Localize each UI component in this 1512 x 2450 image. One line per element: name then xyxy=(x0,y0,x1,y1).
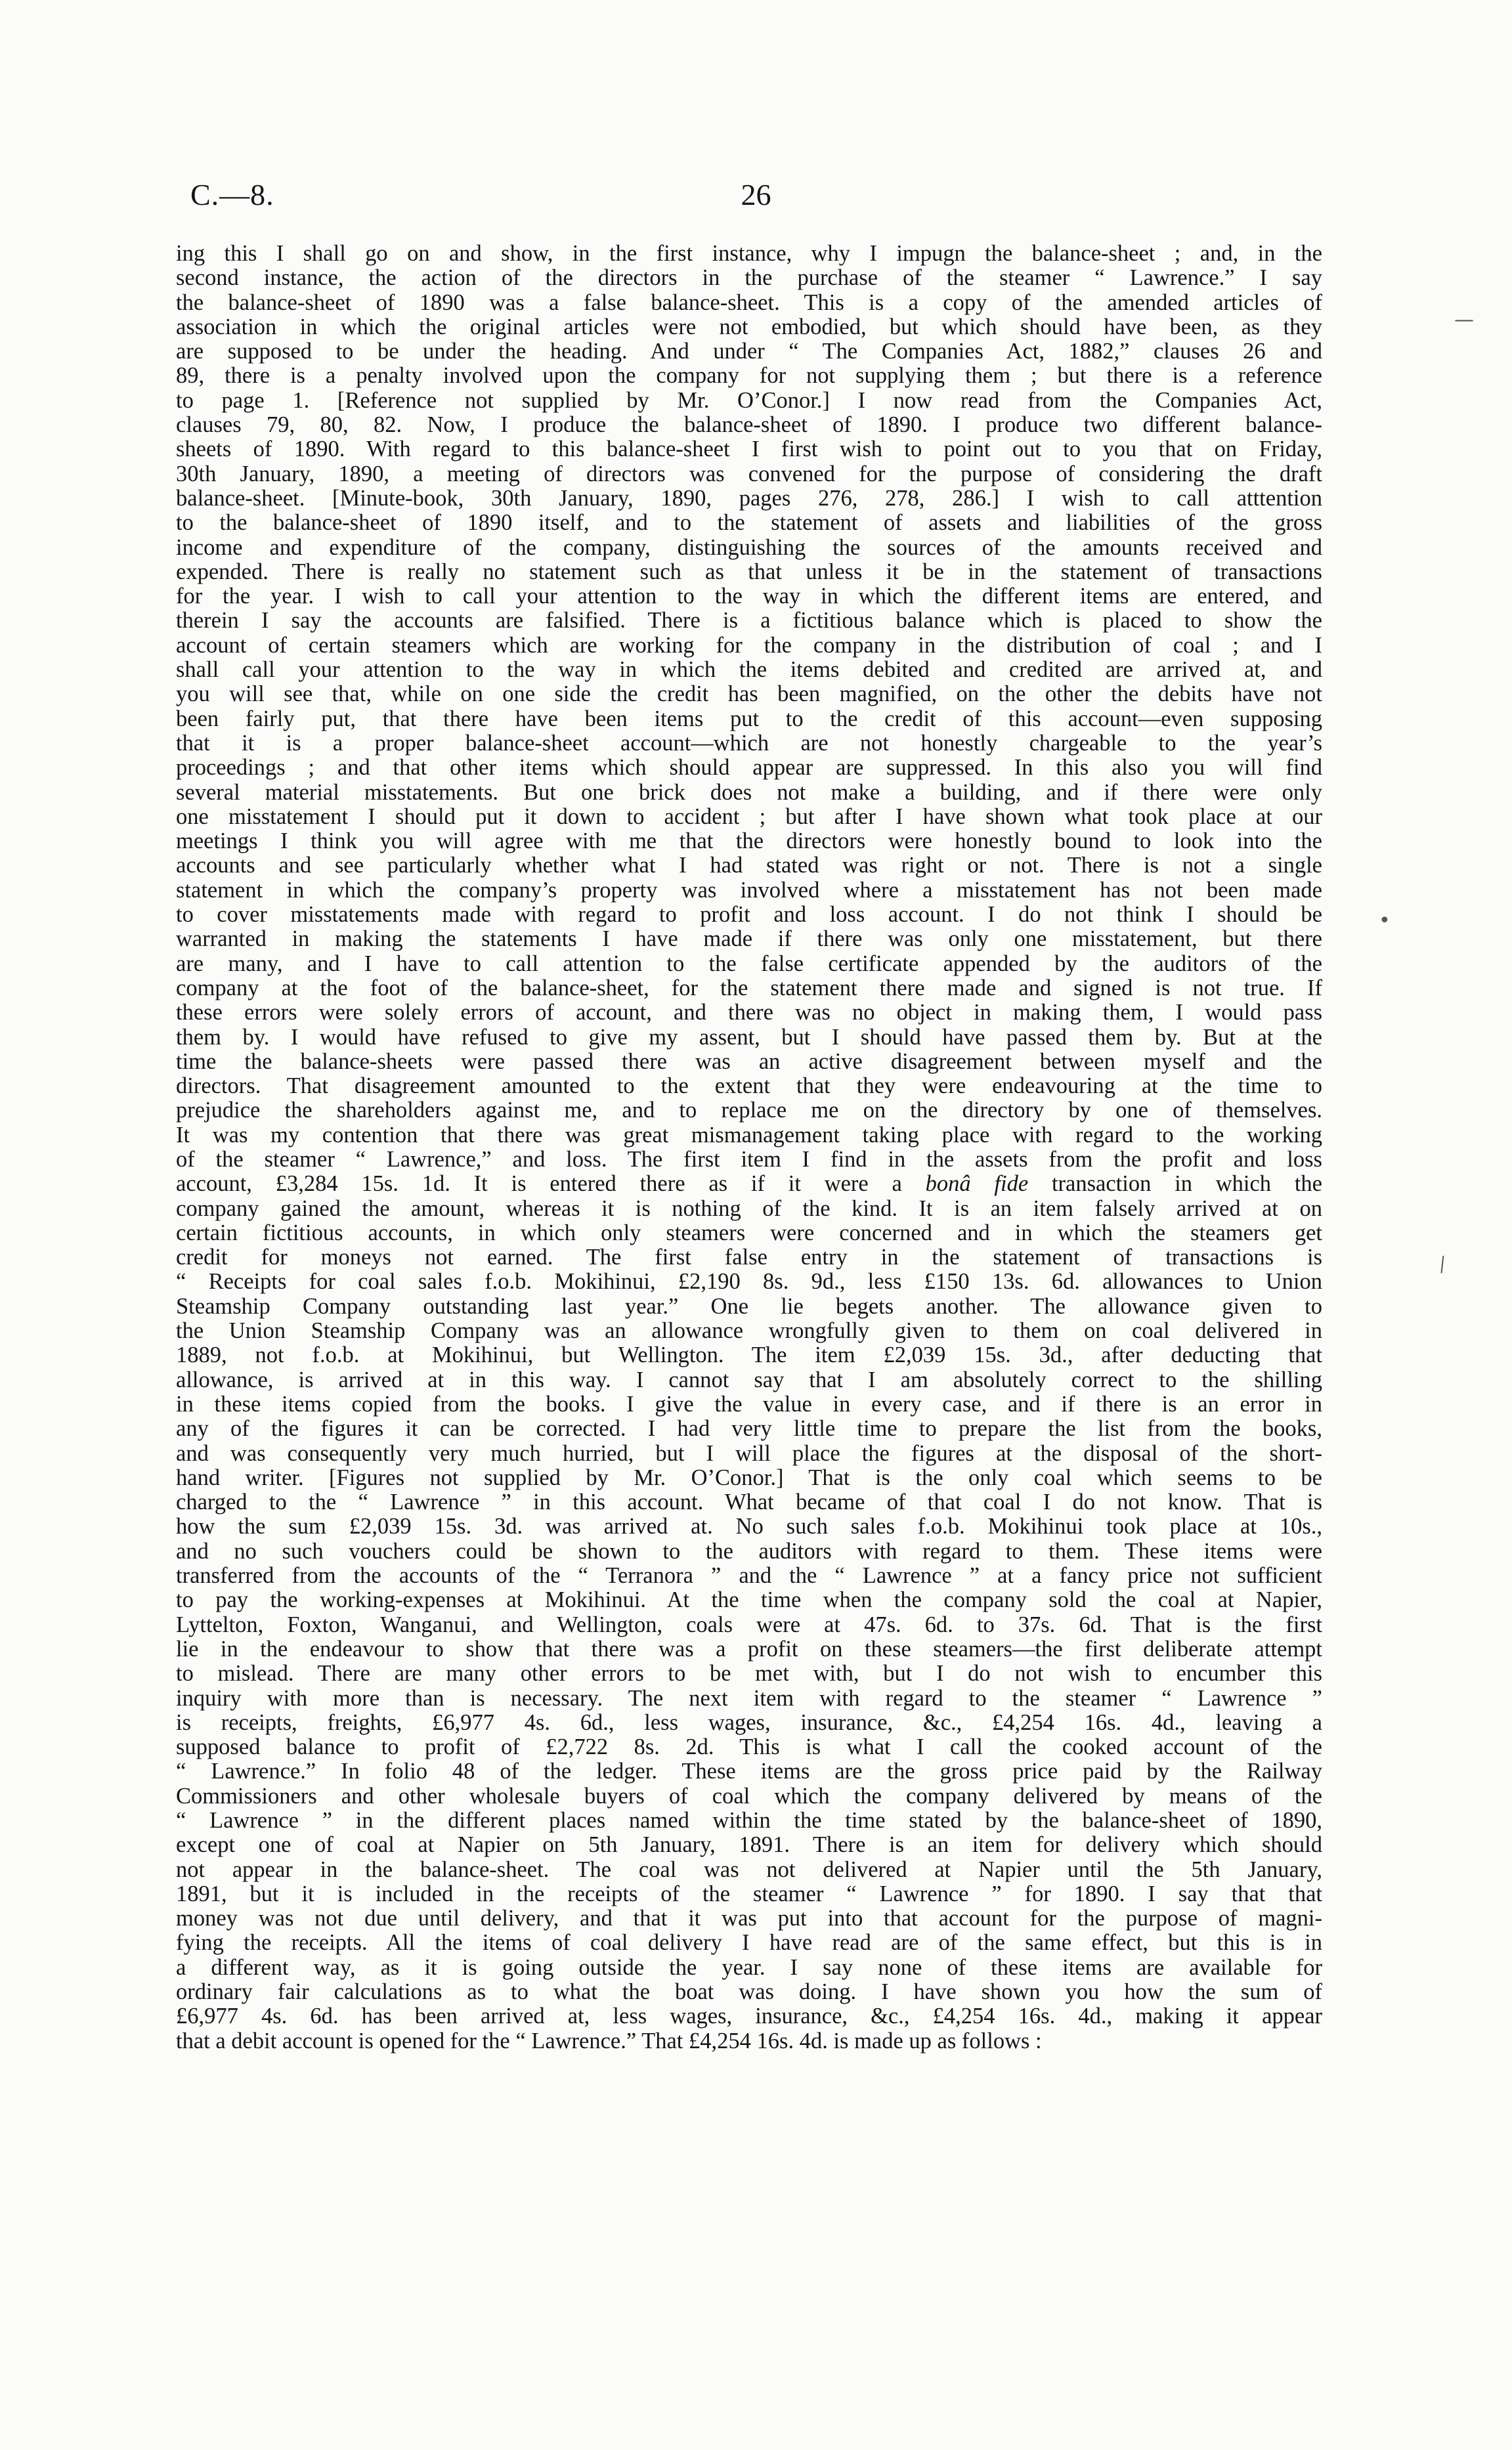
text-line: allowance, is arrived at in this way. I cannot say that I am absolutely correct to the shilling xyxy=(176,1367,1322,1392)
text-line: them by. I would have refused to give my assent, but I should have passed them by. But at the xyxy=(176,1024,1322,1050)
text-line: charged to the “ Lawrence ” in this account. What became of that coal I do not know. That is xyxy=(176,1490,1322,1515)
text-line: of the steamer “ Lawrence,” and loss. The first item I find in the assets from the profit and loss xyxy=(176,1146,1322,1172)
text-line: warranted in making the statements I have made if there was only one misstatement, but there xyxy=(176,926,1322,952)
text-line: 89, there is a penalty involved upon the company for not supplying them ; but there is a reference xyxy=(176,363,1322,389)
text-line: the balance-sheet of 1890 was a false balance-sheet. This is a copy of the amended articles of xyxy=(176,290,1322,315)
text-line: are supposed to be under the heading. And under “ The Companies Act, 1882,” clauses 26 and xyxy=(176,339,1322,364)
text-line: except one of coal at Napier on 5th January, 1891. There is an item for delivery which should xyxy=(176,1832,1322,1858)
text-line: time the balance-sheets were passed there was an active disagreement between myself and the xyxy=(176,1048,1322,1074)
text-line: accounts and see particularly whether what I had stated was right or not. There is not a single xyxy=(176,853,1322,878)
text-line: is receipts, freights, £6,977 4s. 6d., less wages, insurance, &c., £4,254 16s. 4d., leaving a xyxy=(176,1709,1322,1735)
text-line: hand writer. [Figures not supplied by Mr. O’Conor.] That is the only coal which seems to be xyxy=(176,1465,1322,1490)
text-line: It was my contention that there was great mismanagement taking place with regard to the working xyxy=(176,1122,1322,1148)
text-line: not appear in the balance-sheet. The coal was not delivered at Napier until the 5th January, xyxy=(176,1857,1322,1882)
margin-dash-mark: — xyxy=(1454,309,1474,332)
text-line: how the sum £2,039 15s. 3d. was arrived at. No such sales f.o.b. Mokihinui took place at 10s., xyxy=(176,1514,1322,1539)
text-line: certain fictitious accounts, in which only steamers were concerned and in which the steamers get xyxy=(176,1220,1322,1245)
text-line: and was consequently very much hurried, but I will place the figures at the disposal of the short- xyxy=(176,1440,1322,1466)
page-number: 26 xyxy=(741,178,771,211)
text-line: sheets of 1890. With regard to this balance-sheet I first wish to point out to you that on Friday, xyxy=(176,437,1322,462)
text-line: inquiry with more than is necessary. The next item with regard to the steamer “ Lawrence ” xyxy=(176,1685,1322,1711)
text-line: expended. There is really no statement such as that unless it be in the statement of transactions xyxy=(176,559,1322,584)
text-line: these errors were solely errors of account, and there was no object in making them, I would pass xyxy=(176,1000,1322,1025)
italic-phrase: bonâ fide xyxy=(925,1171,1029,1197)
text-line: Commissioners and other wholesale buyers of coal which the company delivered by means of the xyxy=(176,1783,1322,1809)
text-line: £6,977 4s. 6d. has been arrived at, less wages, insurance, &c., £4,254 16s. 4d., making it appear xyxy=(176,2004,1322,2029)
text-line: a different way, as it is going outside the year. I say none of these items are available for xyxy=(176,1954,1322,1980)
text-line: to cover misstatements made with regard to profit and loss account. I do not think I should be xyxy=(176,902,1322,928)
text-line: second instance, the action of the directors in the purchase of the steamer “ Lawrence.” I say xyxy=(176,265,1322,291)
text-line: company gained the amount, whereas it is nothing of the kind. It is an item falsely arrived at on xyxy=(176,1195,1322,1221)
text-line: balance-sheet. [Minute-book, 30th January, 1890, pages 276, 278, 286.] I wish to call atttention xyxy=(176,485,1322,511)
text-line: money was not due until delivery, and that it was put into that account for the purpose of magni- xyxy=(176,1906,1322,1931)
text-line: to mislead. There are many other errors to be met with, but I do not wish to encumber this xyxy=(176,1661,1322,1687)
text-line: account of certain steamers which are working for the company in the distribution of coal ; and I xyxy=(176,632,1322,658)
text-line: to pay the working-expenses at Mokihinui. At the time when the company sold the coal at Napier, xyxy=(176,1587,1322,1613)
text-line: 1891, but it is included in the receipts of the steamer “ Lawrence ” for 1890. I say that that xyxy=(176,1881,1322,1906)
text-line: supposed balance to profit of £2,722 8s. 2d. This is what I call the cooked account of the xyxy=(176,1734,1322,1760)
text-line: “ Lawrence.” In folio 48 of the ledger. These items are the gross price paid by the Railway xyxy=(176,1759,1322,1784)
text-line: directors. That disagreement amounted to the extent that they were endeavouring at the time to xyxy=(176,1073,1322,1099)
text-line: and no such vouchers could be shown to the auditors with regard to them. These items were xyxy=(176,1538,1322,1564)
text-line: shall call your attention to the way in which the items debited and credited are arrived at, and xyxy=(176,657,1322,683)
paper-code: C.—8. xyxy=(190,178,274,211)
text-line: you will see that, while on one side the credit has been magnified, on the other the debits have not xyxy=(176,681,1322,707)
text-line: “ Receipts for coal sales f.o.b. Mokihinui, £2,190 8s. 9d., less £150 13s. 6d. allowances to Union xyxy=(176,1269,1322,1295)
text-line: transferred from the accounts of the “ Terranora ” and the “ Lawrence ” at a fancy price not sufficient xyxy=(176,1563,1322,1589)
text-line: ing this I shall go on and show, in the first instance, why I impugn the balance-sheet ; and, in the xyxy=(176,242,1322,266)
text-line: company at the foot of the balance-sheet, for the statement there made and signed is not true. If xyxy=(176,975,1322,1000)
text-line: in these items copied from the books. I give the value in every case, and if there is an error in xyxy=(176,1391,1322,1417)
text-line: “ Lawrence ” in the different places named within the time stated by the balance-sheet of 1890, xyxy=(176,1808,1322,1833)
text-line: prejudice the shareholders against me, and to replace me on the directory by one of themselves. xyxy=(176,1098,1322,1123)
text-line: 1889, not f.o.b. at Mokihinui, but Wellington. The item £2,039 15s. 3d., after deducting that xyxy=(176,1343,1322,1368)
text-line: one misstatement I should put it down to accident ; but after I have shown what took place at our xyxy=(176,804,1322,829)
text-line: income and expenditure of the company, distinguishing the sources of the amounts received and xyxy=(176,534,1322,560)
text-line: that it is a proper balance-sheet account—which are not honestly chargeable to the year’s xyxy=(176,730,1322,756)
text-line: credit for moneys not earned. The first false entry in the statement of transactions is xyxy=(176,1245,1322,1270)
text-line: Lyttelton, Foxton, Wanganui, and Wellington, coals were at 47s. 6d. to 37s. 6d. That is the first xyxy=(176,1612,1322,1637)
text-line: ordinary fair calculations as to what the boat was doing. I have shown you how the sum of xyxy=(176,1979,1322,2005)
text-line: account, £3,284 15s. 1d. It is entered there as if it were a bonâ fide transaction in which the xyxy=(176,1171,1322,1197)
text-line: clauses 79, 80, 82. Now, I produce the balance-sheet of 1890. I produce two different balance- xyxy=(176,412,1322,438)
text-line: been fairly put, that there have been items put to the credit of this account—even supposing xyxy=(176,706,1322,731)
text-line: for the year. I wish to call your attention to the way in which the different items are entered, and xyxy=(176,584,1322,609)
text-line: any of the figures it can be corrected. I had very little time to prepare the list from the books, xyxy=(176,1416,1322,1442)
margin-stroke-mark: ⁄ xyxy=(1436,1254,1450,1277)
page-header xyxy=(0,177,1512,223)
body-text xyxy=(176,242,1322,2237)
text-line: proceedings ; and that other items which should appear are suppressed. In this also you will find xyxy=(176,755,1322,781)
text-line: to page 1. [Reference not supplied by Mr. O’Conor.] I now read from the Companies Act, xyxy=(176,387,1322,413)
text-line: therein I say the accounts are falsified. There is a fictitious balance which is placed to show the xyxy=(176,608,1322,634)
text-line: several material misstatements. But one brick does not make a building, and if there were only xyxy=(176,779,1322,805)
margin-dot-mark: • xyxy=(1379,909,1391,932)
text-line: lie in the endeavour to show that there was a profit on these steamers—the first deliberate attempt xyxy=(176,1636,1322,1662)
text-line: the Union Steamship Company was an allowance wrongfully given to them on coal delivered in xyxy=(176,1318,1322,1344)
text-line: meetings I think you will agree with me that the directors were honestly bound to look into the xyxy=(176,828,1322,854)
text-line: 30th January, 1890, a meeting of directors was convened for the purpose of considering the draft xyxy=(176,461,1322,486)
text-line: fying the receipts. All the items of coal delivery I have read are of the same effect, but this is in xyxy=(176,1930,1322,1956)
text-line: that a debit account is opened for the “ Lawrence.” That £4,254 16s. 4d. is made up as follows : xyxy=(176,2028,1042,2053)
text-line: Steamship Company outstanding last year.” One lie begets another. The allowance given to xyxy=(176,1293,1322,1319)
text-line: to the balance-sheet of 1890 itself, and to the statement of assets and liabilities of the gross xyxy=(176,510,1322,536)
text-line: statement in which the company’s property was involved where a misstatement has not been made xyxy=(176,877,1322,903)
text-line: are many, and I have to call attention to the false certificate appended by the auditors of the xyxy=(176,951,1322,976)
text-line: association in which the original articles were not embodied, but which should have been, as they xyxy=(176,314,1322,339)
